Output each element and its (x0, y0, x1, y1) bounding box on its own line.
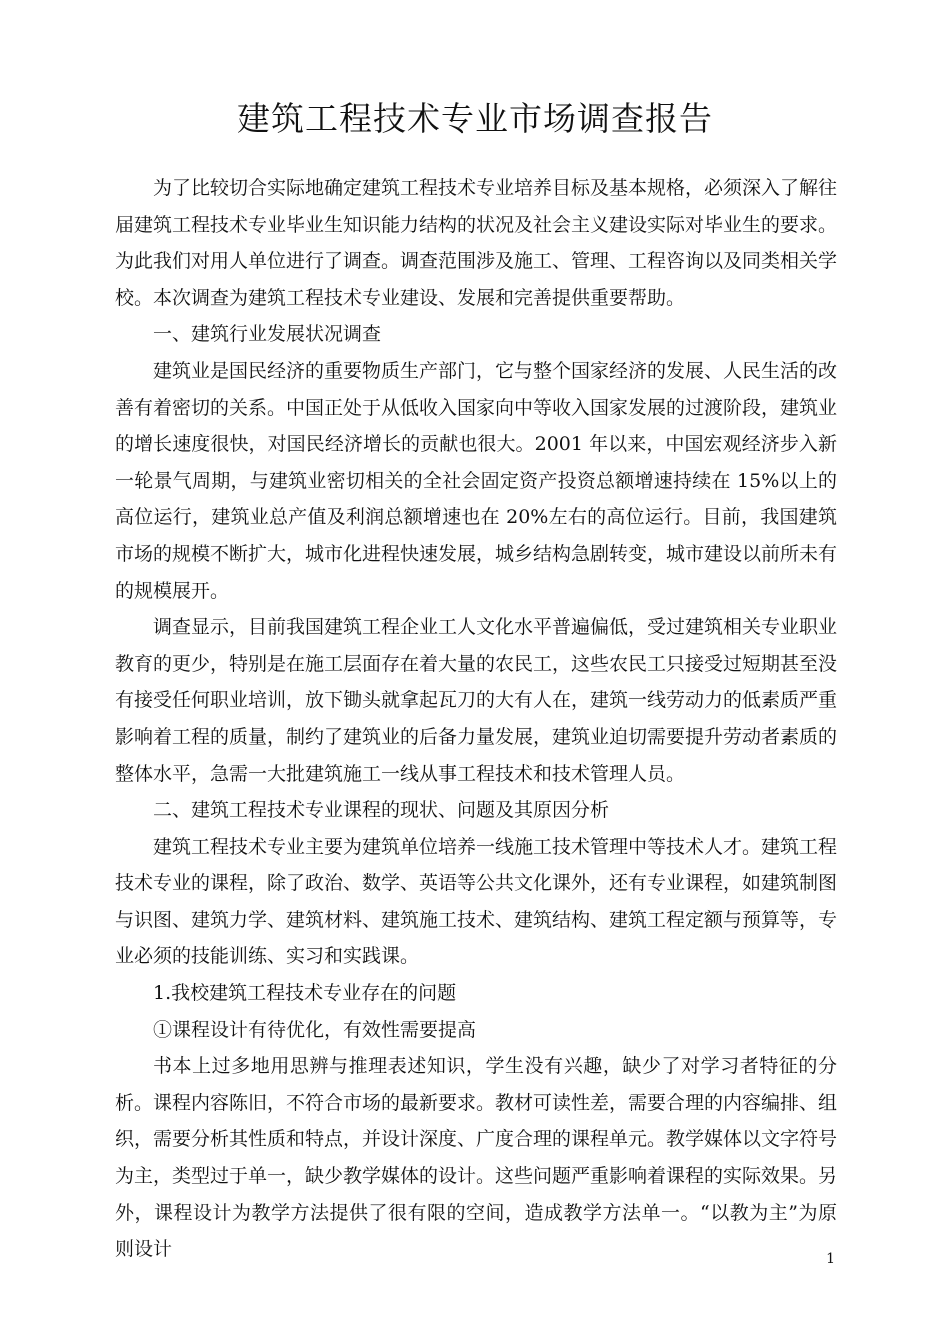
section-heading-curriculum: 二、建筑工程技术专业课程的现状、问题及其原因分析 (153, 799, 610, 822)
document-body (115, 170, 837, 1268)
document-title: 建筑工程技术专业市场调查报告 (237, 99, 713, 138)
subsection-heading-problems: 1.我校建筑工程技术专业存在的问题 (153, 982, 457, 1005)
paragraph-survey-findings: 调查显示，目前我国建筑工程企业工人文化水平普遍偏低，受过建筑相关专业职业教育的更少，特别是在施工层面存在着大量的农民工，这些农民工只接受过短期甚至没有接受任何职业培训，放下锄头就拿起瓦刀的大有人在，建筑一线劳动力的低素质严重影响着工程的质量，制约了建筑业的后备力量发展，建筑业迫切需要提升劳动者素质的整体水平，急需一大批建筑施工一线从事工程技术和技术管理人员。 (115, 616, 838, 785)
paragraph-intro: 为了比较切合实际地确定建筑工程技术专业培养目标及基本规格，必须深入了解往届建筑工程技术专业毕业生知识能力结构的状况及社会主义建设实际对毕业生的要求。为此我们对用人单位进行了调查。调查范围涉及施工、管理、工程咨询以及同类相关学校。本次调查为建筑工程技术专业建设、发展和完善提供重要帮助。 (115, 177, 838, 309)
paragraph-course-design-issues: 书本上过多地用思辨与推理表述知识，学生没有兴趣，缺少了对学习者特征的分析。课程内容陈旧，不符合市场的最新要求。教材可读性差，需要合理的内容编排、组织，需要分析其性质和特点，并设计深度、广度合理的课程单元。教学媒体以文字符号为主，类型过于单一，缺少教学媒体的设计。这些问题严重影响着课程的实际效果。另外，课程设计为教学方法提供了很有限的空间，造成教学方法单一。“以教为主”为原则设计 (115, 1055, 838, 1261)
paragraph-industry-development: 建筑业是国民经济的重要物质生产部门，它与整个国家经济的发展、人民生活的改善有着密切的关系。中国正处于从低收入国家向中等收入国家发展的过渡阶段，建筑业的增长速度很快，对国民经济增长的贡献也很大。2001 年以来，中国宏观经济步入新一轮景气周期，与建筑业密切相关的全社会固定资产投资总额增速持续在 15%以上的高位运行，建筑业总产值及利润总额增速也在 20%左右的高位运行。目前，我国建筑市场的规模不断扩大，城市化进程快速发展，城乡结构急剧转变，城市建设以前所未有的规模展开。 (115, 359, 838, 602)
subsection-heading-course-design: ①课程设计有待优化，有效性需要提高 (153, 1018, 477, 1041)
section-heading-industry: 一、建筑行业发展状况调查 (153, 323, 382, 346)
paragraph-curriculum-overview: 建筑工程技术专业主要为建筑单位培养一线施工技术管理中等技术人才。建筑工程技术专业的课程，除了政治、数学、英语等公共文化课外，还有专业课程，如建筑制图与识图、建筑力学、建筑材料、建筑施工技术、建筑结构、建筑工程定额与预算等，专业必须的技能训练、实习和实践课。 (115, 835, 838, 968)
page-number: 1 (826, 1251, 835, 1267)
